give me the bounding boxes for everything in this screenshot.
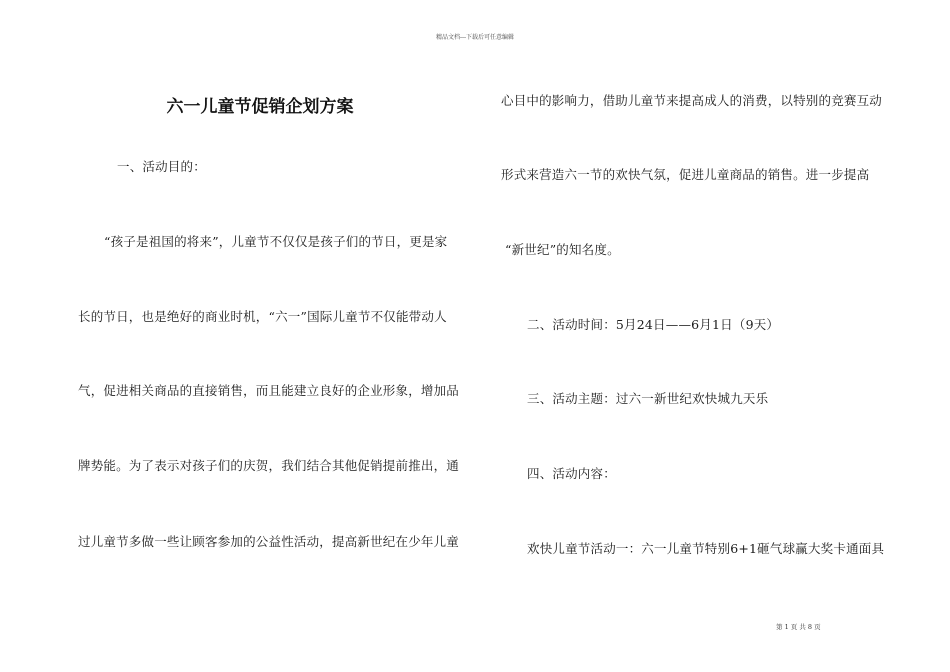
document-title: 六一儿童节促销企划方案	[166, 97, 354, 117]
right-line-3: “新世纪”的知名度。	[505, 242, 620, 257]
right-line-5: 三、活动主题：过六一新世纪欢快城九天乐	[527, 391, 769, 406]
page-number: 第 1 页 共 8 页	[776, 623, 821, 631]
left-line-4: 气，促进相关商品的直接销售，而且能建立良好的企业形象，增加品	[78, 383, 460, 398]
right-line-6: 四、活动内容：	[527, 466, 616, 481]
left-line-6: 过儿童节多做一些让顾客参加的公益性活动，提高新世纪在少年儿童	[78, 534, 460, 549]
left-line-1: 一、活动目的：	[117, 159, 206, 174]
right-line-1: 心目中的影响力，借助儿童节来提高成人的消费，以特别的竞赛互动	[501, 93, 883, 108]
left-line-2: “孩子是祖国的将来”，儿童节不仅仅是孩子们的节日，更是家	[104, 234, 448, 249]
right-line-2: 形式来营造六一节的欢快气氛，促进儿童商品的销售。进一步提高	[501, 167, 870, 182]
left-line-5: 牌势能。为了表示对孩子们的庆贺，我们结合其他促销提前推出，通	[78, 458, 460, 473]
header-note: 精品文档---下载后可任意编辑	[435, 34, 515, 41]
left-line-3: 长的节日，也是绝好的商业时机，“六一”国际儿童节不仅能带动人	[78, 309, 447, 324]
right-line-4: 二、活动时间：5月24日——6月1日（9天）	[527, 317, 780, 332]
right-line-7: 欢快儿童节活动一：六一儿童节特别6+1砸气球赢大奖卡通面具	[527, 541, 885, 556]
